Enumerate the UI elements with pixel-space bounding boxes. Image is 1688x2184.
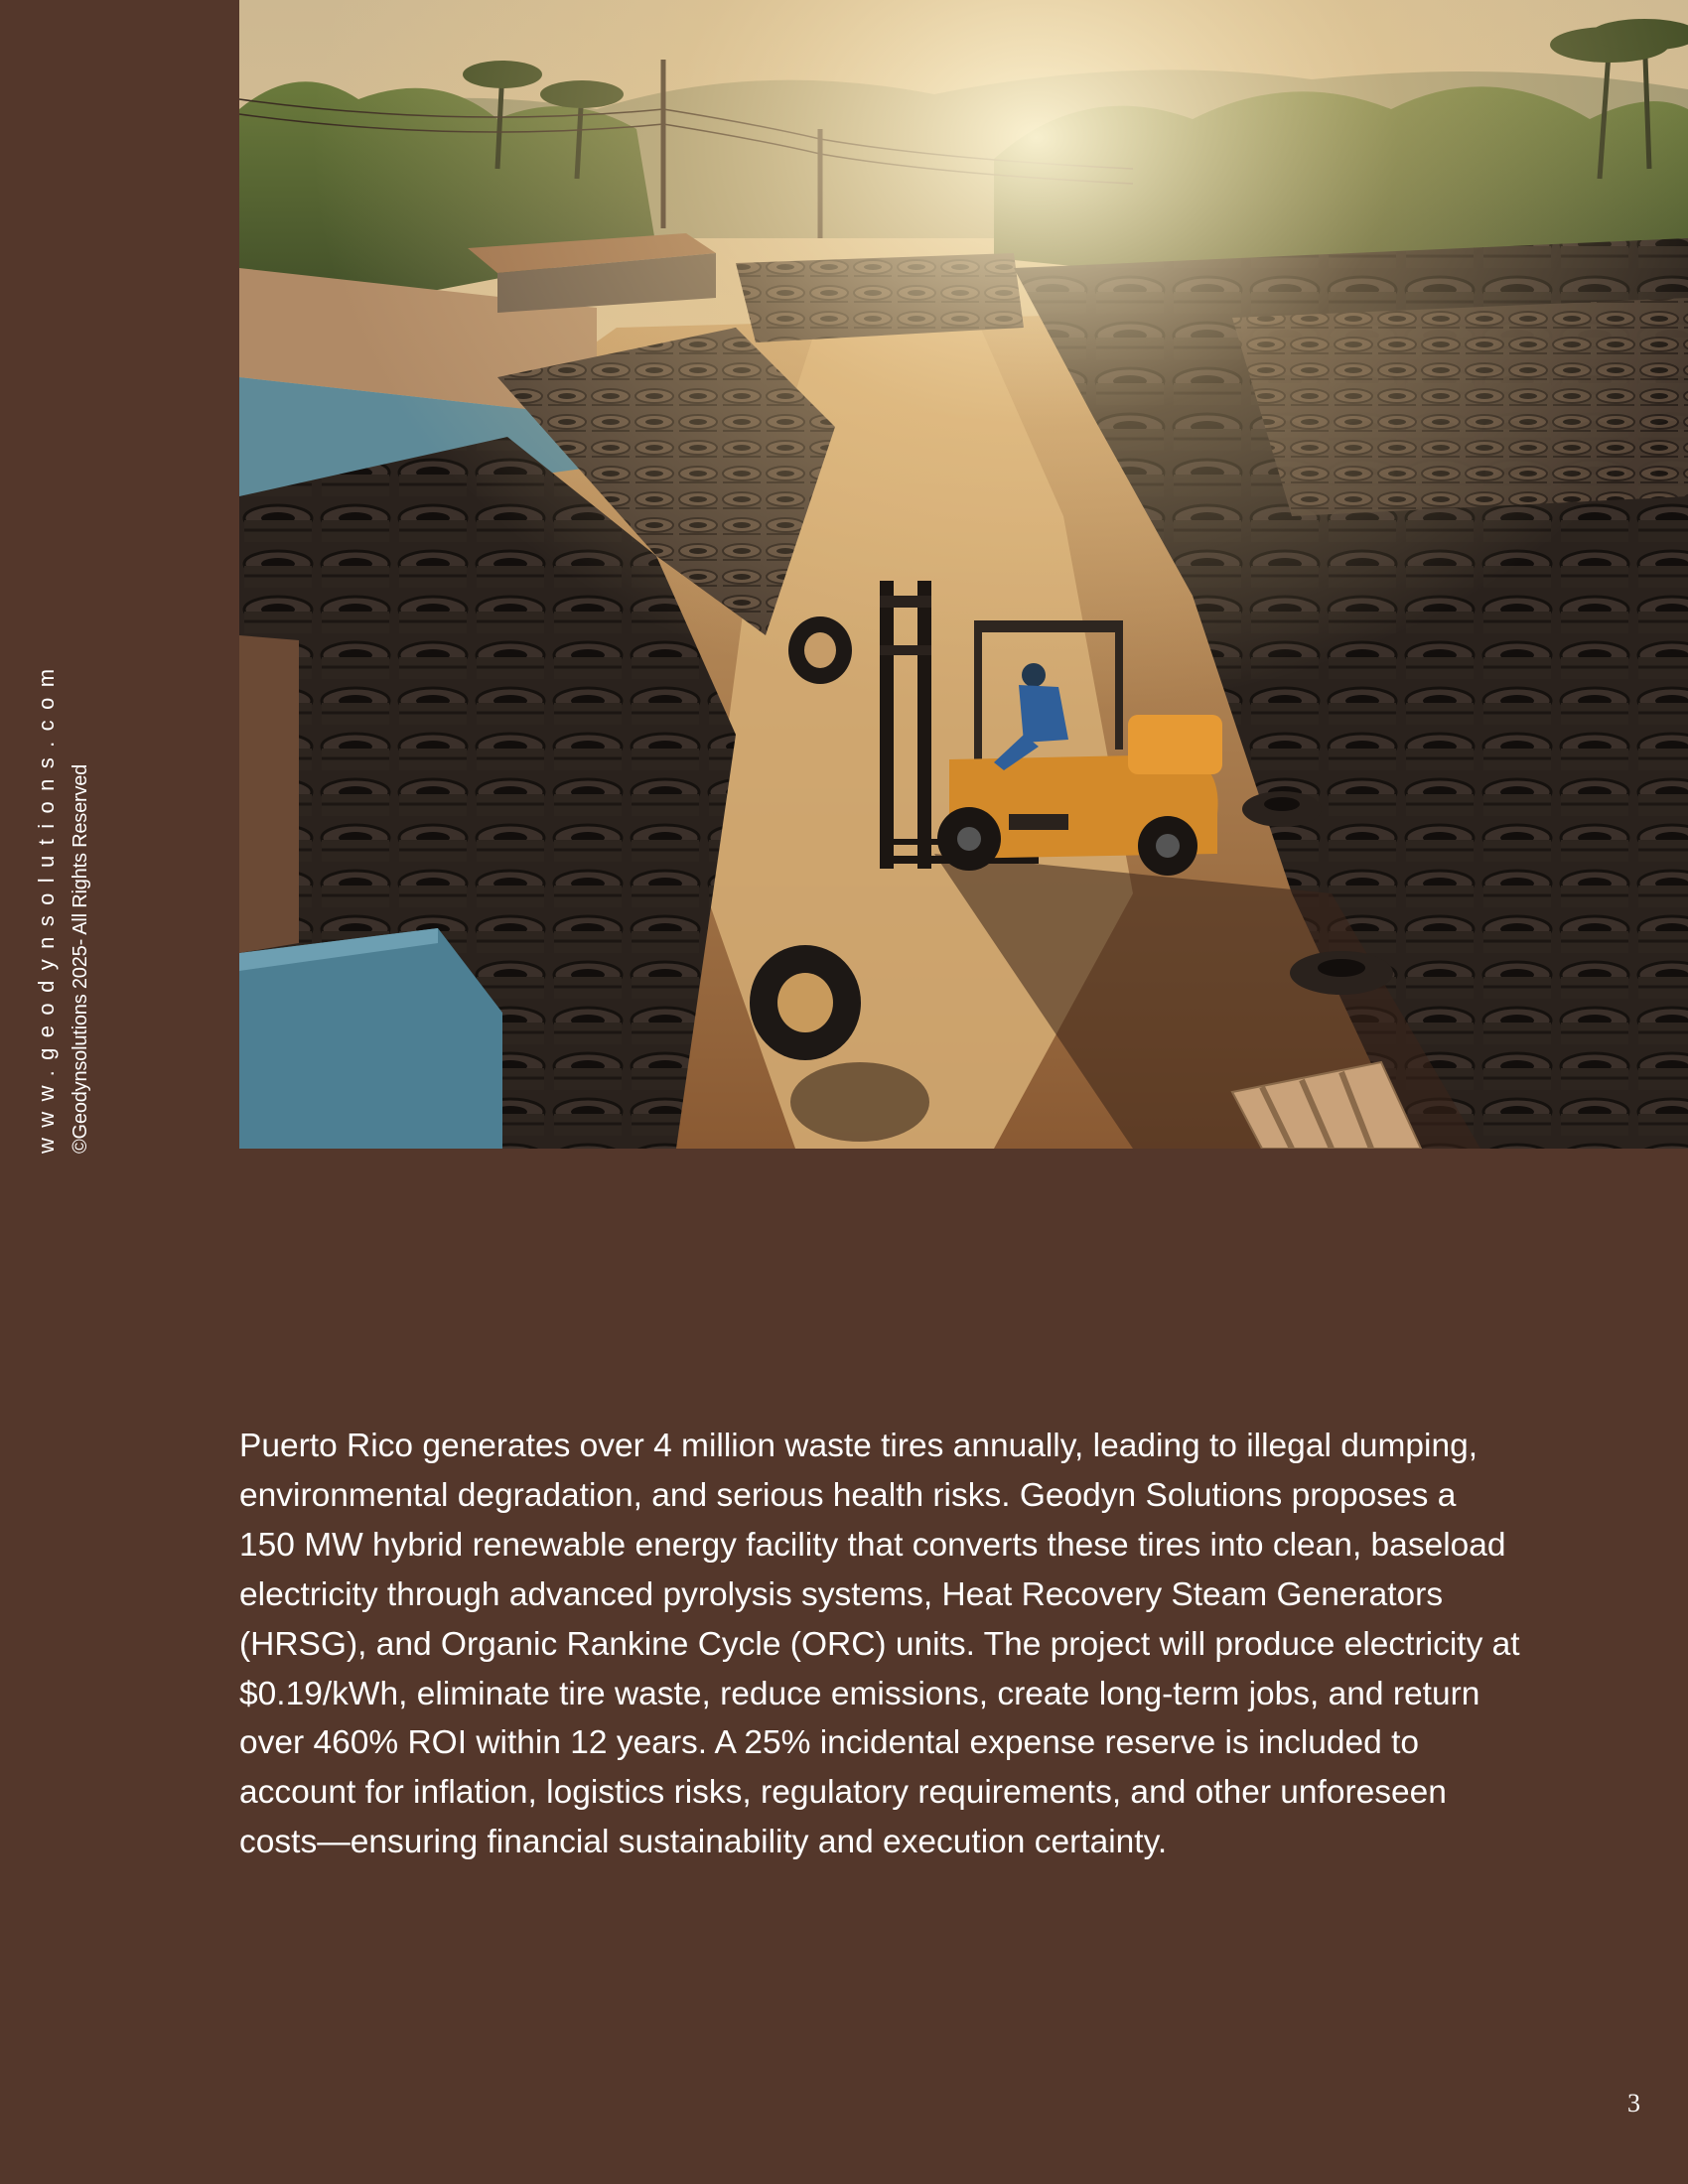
intro-paragraph: Puerto Rico generates over 4 million waste tires annually, leading to illegal dumping, environmental degradation, and serious health risks. Geodyn Solutions proposes a 150 MW hybrid renewable energy facility that converts these tires into clean, baseload electricity through advanced pyrolysis systems, Heat Recovery Steam Generators (HRSG), and Organic Rankine Cycle (ORC) units. The project will produce electricity at $0.19/kWh, eliminate tire waste, reduce emissions, create long-term jobs, and return over 460% ROI within 12 years. A 25% incidental expense reserve is included to account for inflation, logistics risks, regulatory requirements, and other unforeseen costs—ensuring financial sustainability and execution certainty.: [239, 1428, 1520, 1861]
sidebar-vertical-text: [36, 558, 90, 1154]
hero-photo-tire-yard: [239, 0, 1688, 1149]
page-number: 3: [1627, 2089, 1640, 2117]
website-url: www.geodynsolutions.com: [34, 658, 59, 1154]
copyright-notice: ©Geodynsolutions 2025- All Rights Reserved: [70, 763, 91, 1154]
